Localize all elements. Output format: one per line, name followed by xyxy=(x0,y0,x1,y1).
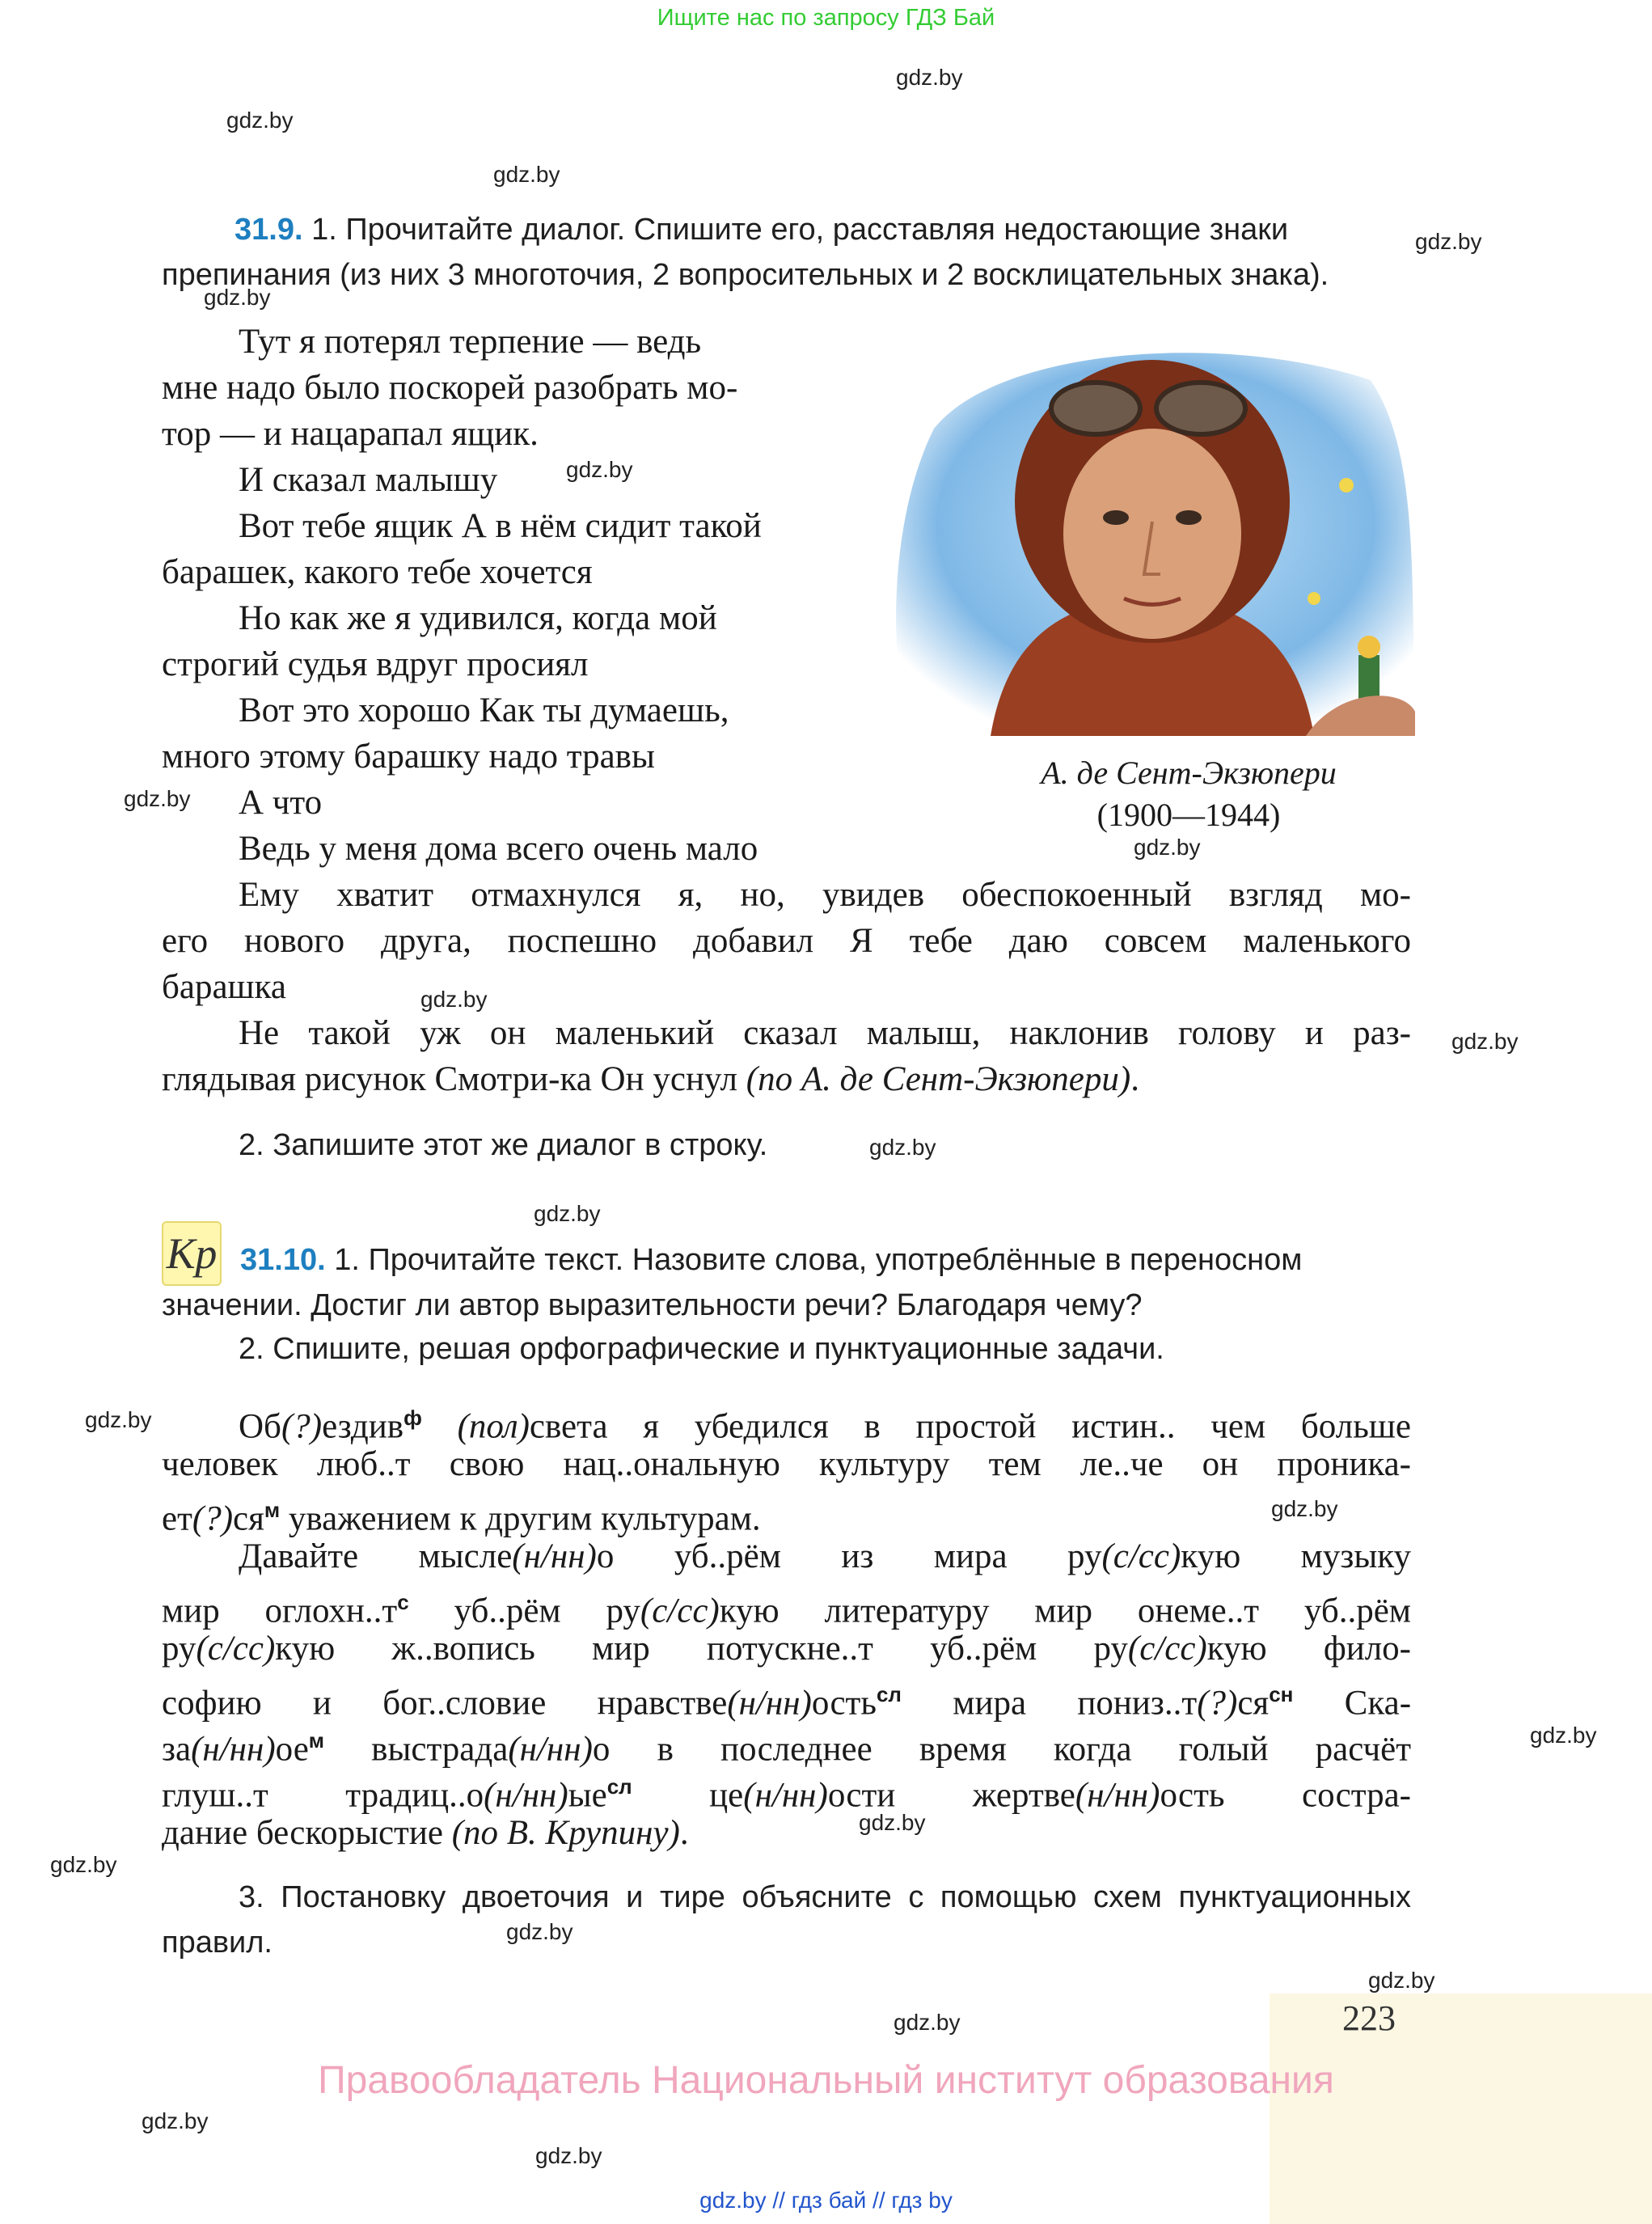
task-31-9-instruction-2: препинания (из них 3 многоточия, 2 вопросительных и 2 восклицательных знака). xyxy=(162,258,1329,292)
star-icon xyxy=(1339,478,1354,493)
face xyxy=(1063,429,1241,639)
task-31-10-instruction: 31.10. 1. Прочитайте текст. Назовите слова, употреблённые в переносном xyxy=(240,1243,1303,1277)
exercise-line: мир $оглохн..т^с$ уб..рём ру(с/сс)кую литературу мир онеме..т уб..рём xyxy=(162,1590,1411,1630)
watermark: gdz.by xyxy=(566,457,633,482)
task-31-10-instruction-3: 2. Спишите, решая орфографические и пунктуационные задачи. xyxy=(239,1332,1164,1366)
watermark: gdz.by xyxy=(1530,1723,1597,1748)
watermark: gdz.by xyxy=(534,1201,601,1226)
exercise-line: ру(с/сс)кую ж..вопись мир потускне..т уб..рём ру(с/сс)кую фило- xyxy=(162,1630,1411,1668)
top-banner: Ищите нас по запросу ГДЗ Бай xyxy=(657,5,995,31)
watermark: gdz.by xyxy=(896,65,963,90)
watermark: gdz.by xyxy=(859,1810,926,1835)
exercise-line: глуш..т $традиц..о(н/нн)ые^{сл}$ це(н/нн)ости жертве(н/нн)ость состра- xyxy=(162,1774,1411,1815)
watermark: gdz.by xyxy=(894,2010,961,2035)
watermark: gdz.by xyxy=(506,1919,573,1944)
text-line: тор — и нацарапал ящик. xyxy=(162,415,539,453)
source-reference: (по В. Крупину) xyxy=(451,1814,680,1852)
text-line: Но как же я удивился, когда мой xyxy=(239,599,717,637)
text-line: мне надо было поскорей разобрать мо- xyxy=(162,369,738,407)
page-number: 223 xyxy=(1342,1998,1396,2038)
watermark: gdz.by xyxy=(142,2108,209,2133)
star-icon xyxy=(1308,592,1320,605)
kr-badge: Кр xyxy=(162,1221,222,1286)
exercise-line: $ет(?)ся^м$ уважением к другим культурам. xyxy=(162,1498,761,1538)
text-line: барашек, какого тебе хочется xyxy=(162,553,593,591)
task-31-10-instruction-4: 3. Постановку двоеточия и тире объясните с помощью схем пунктуационных xyxy=(239,1880,1411,1914)
portrait-caption xyxy=(930,752,1447,836)
copyright-notice: Правообладатель Национальный институт образования xyxy=(318,2059,1334,2102)
text-line: строгий судья вдруг просиял xyxy=(162,645,589,683)
exercise-line: $за(н/нн)ое^м$ выстрада(н/нн)о в последнее время когда голый расчёт xyxy=(162,1728,1411,1769)
text-line: барашка xyxy=(162,968,286,1006)
portrait-illustration xyxy=(885,332,1415,736)
watermark: gdz.by xyxy=(420,987,488,1012)
exercise-line: человек люб..т свою нац..ональную культуру тем ле..че он проника- xyxy=(162,1445,1411,1483)
goggle-right xyxy=(1156,383,1245,434)
watermark: gdz.by xyxy=(204,285,271,310)
goggle-left xyxy=(1051,383,1140,434)
text-line: Вот это хорошо Как ты думаешь, xyxy=(239,691,729,729)
watermark: gdz.by xyxy=(1134,835,1201,860)
watermark: gdz.by xyxy=(226,108,294,133)
watermark: gdz.by xyxy=(50,1852,117,1877)
caption-years: (1900—1944) xyxy=(1096,797,1281,833)
watermark: gdz.by xyxy=(1271,1496,1338,1521)
watermark: gdz.by xyxy=(1415,229,1482,254)
text-line: А что xyxy=(239,784,323,822)
watermark: gdz.by xyxy=(1368,1968,1435,1993)
text-line: Ведь у меня дома всего очень мало xyxy=(239,830,758,868)
watermark: gdz.by xyxy=(85,1407,152,1432)
text-line: Не такой уж он маленький сказал малыш, наклонив голову и раз- xyxy=(239,1014,1411,1052)
watermark: gdz.by xyxy=(493,162,560,187)
text-line: И сказал малышу xyxy=(239,461,498,499)
watermark: gdz.by xyxy=(869,1135,936,1160)
task-number: 31.10. xyxy=(240,1243,326,1277)
text-line: глядывая рисунок Смотри-ка Он уснул (по А. де Сент-Экзюпери). xyxy=(162,1060,1139,1098)
task-31-9-instruction-3: 2. Запишите этот же диалог в строку. xyxy=(239,1128,768,1162)
task-31-10-instruction-2: значении. Достиг ли автор выразительности речи? Благодаря чему? xyxy=(162,1288,1143,1322)
text-line: Тут я потерял терпение — ведь xyxy=(239,323,702,361)
watermark: gdz.by xyxy=(124,786,191,811)
text-line: много этому барашку надо травы xyxy=(162,738,655,776)
exercise-line: Давайте мысле(н/нн)о уб..рём из мира ру(с/сс)кую музыку xyxy=(239,1537,1411,1575)
exercise-line: дание бескорыстие (по В. Крупину). xyxy=(162,1814,689,1852)
task-31-10-instruction-5: правил. xyxy=(162,1926,273,1960)
watermark: gdz.by xyxy=(535,2143,602,2168)
caption-name: А. де Сент-Экзюпери xyxy=(1041,755,1337,791)
bottom-links[interactable]: gdz.by // гдз бай // гдз by xyxy=(699,2188,953,2213)
task-31-9-instruction: 31.9. 1. Прочитайте диалог. Спишите его, расставляя недостающие знаки xyxy=(234,213,1289,247)
source-reference: (по А. де Сент-Экзюпери) xyxy=(746,1060,1131,1098)
exercise-line: софию и бог..словие нравстве(н/нн)ость$^{сл}$ мира $пониз..т(?)ся^{сн}$ Ска- xyxy=(162,1682,1412,1723)
text-line: Ему хватит отмахнулся я, но, увидев обеспокоенный взгляд мо- xyxy=(239,876,1411,914)
watermark: gdz.by xyxy=(1451,1029,1519,1054)
exercise-line: Об(?)ездив$^ф$ (пол)света я убедился в простой истин.. чем больше xyxy=(239,1406,1411,1446)
task-number: 31.9. xyxy=(234,213,303,247)
text-line: его нового друга, поспешно добавил Я тебе даю совсем маленького xyxy=(162,922,1411,960)
text-line: Вот тебе ящик А в нём сидит такой xyxy=(239,507,762,545)
